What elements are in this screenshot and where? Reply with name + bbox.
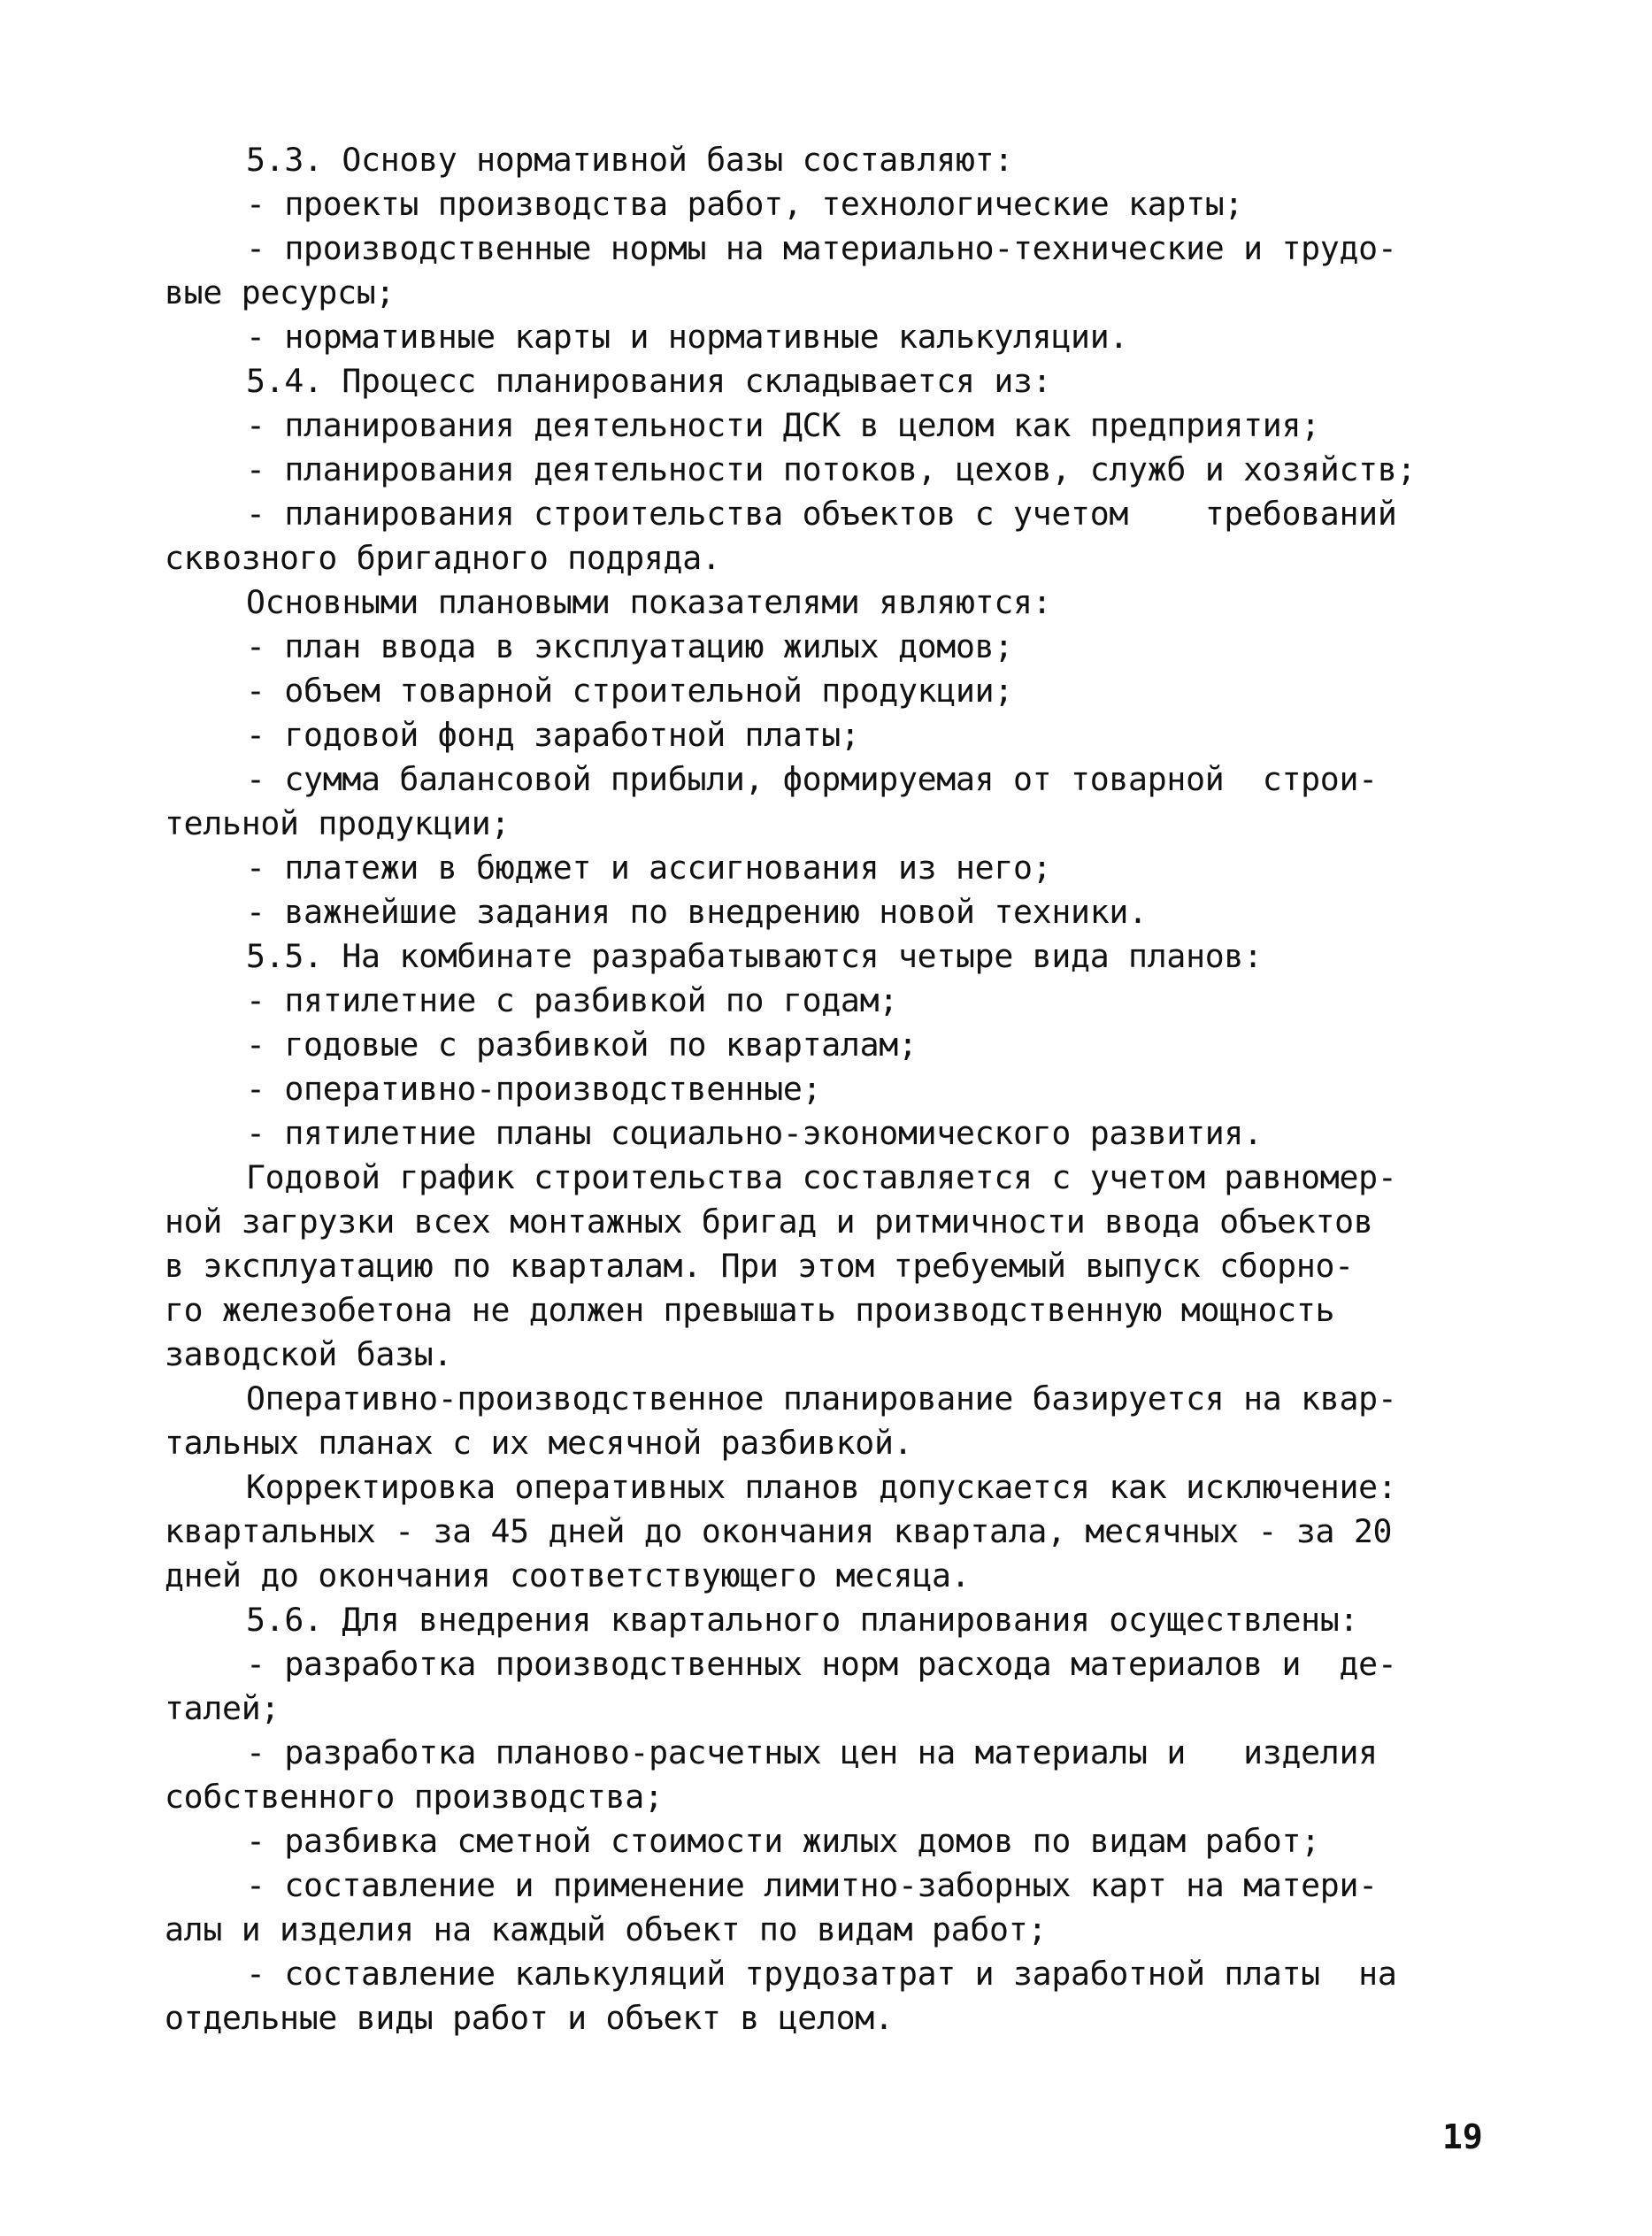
paragraph-line: дней до окончания соответствующего месяца. — [165, 1556, 971, 1594]
list-item-continuation: вые ресурсы; — [165, 273, 396, 311]
paragraph-line: в эксплуатацию по кварталам. При этом требуемый выпуск сборно- — [165, 1247, 1354, 1285]
list-item: - планирования строительства объектов с учетом требований — [246, 495, 1397, 533]
section-heading-5-4: 5.4. Процесс планирования складывается из: — [246, 362, 1052, 400]
paragraph-line: Основными плановыми показателями являются: — [246, 583, 1052, 621]
list-item-continuation: сквозного бригадного подряда. — [165, 539, 721, 577]
list-item: - составление калькуляций трудозатрат и заработной платы на — [246, 1955, 1397, 1993]
body-text — [165, 138, 1495, 2040]
list-item: - разработка планово-расчетных цен на материалы и изделия — [246, 1733, 1378, 1771]
list-item: - пятилетние планы социально-экономического развития. — [246, 1114, 1263, 1152]
paragraph-line: заводской базы. — [165, 1335, 453, 1373]
section-heading-5-5: 5.5. На комбинате разрабатываются четыре вида планов: — [246, 937, 1263, 975]
list-item: - планирования деятельности ДСК в целом как предприятия; — [246, 406, 1320, 444]
list-item-continuation: тельной продукции; — [165, 804, 511, 842]
list-item: - планирования деятельности потоков, цехов, служб и хозяйств; — [246, 450, 1417, 488]
list-item-continuation: алы и изделия на каждый объект по видам работ; — [165, 1910, 1048, 1948]
paragraph-line: Годовой график строительства составляется с учетом равномер- — [246, 1158, 1397, 1196]
paragraph-line: Оперативно-производственное планирование базируется на квар- — [246, 1379, 1397, 1418]
list-item: - проекты производства работ, технологические карты; — [246, 185, 1244, 223]
list-item-continuation: отдельные виды работ и объект в целом. — [165, 1999, 894, 2037]
list-item: - объем товарной строительной продукции; — [246, 672, 1013, 710]
list-item: - составление и применение лимитно-заборных карт на матери- — [246, 1866, 1378, 1904]
list-item: - план ввода в эксплуатацию жилых домов; — [246, 627, 1013, 665]
list-item-continuation: талей; — [165, 1689, 280, 1727]
section-heading-5-3: 5.3. Основу нормативной базы составляют: — [246, 141, 1013, 179]
list-item: - платежи в бюджет и ассигнования из него; — [246, 849, 1052, 887]
list-item: - нормативные карты и нормативные калькуляции. — [246, 318, 1129, 356]
list-item: - разбивка сметной стоимости жилых домов по видам работ; — [246, 1822, 1320, 1860]
paragraph-line: тальных планах с их месячной разбивкой. — [165, 1424, 913, 1462]
list-item: - годовой фонд заработной платы; — [246, 716, 860, 754]
list-item-continuation: собственного производства; — [165, 1778, 664, 1816]
list-item: - оперативно-производственные; — [246, 1070, 822, 1108]
list-item: - сумма балансовой прибыли, формируемая от товарной строи- — [246, 760, 1378, 798]
page-number: 19 — [1442, 2117, 1483, 2156]
list-item: - разработка производственных норм расхода материалов и де- — [246, 1645, 1397, 1683]
list-item: - годовые с разбивкой по кварталам; — [246, 1026, 918, 1064]
section-heading-5-6: 5.6. Для внедрения квартального планирования осуществлены: — [246, 1601, 1359, 1639]
list-item: - производственные нормы на материально-технические и трудо- — [246, 229, 1397, 267]
paragraph-line: Корректировка оперативных планов допускается как исключение: — [246, 1468, 1397, 1506]
list-item: - важнейшие задания по внедрению новой техники. — [246, 893, 1148, 931]
paragraph-line: ной загрузки всех монтажных бригад и ритмичности ввода объектов — [165, 1203, 1373, 1241]
paragraph-line: квартальных - за 45 дней до окончания квартала, месячных - за 20 — [165, 1512, 1393, 1550]
list-item: - пятилетние с разбивкой по годам; — [246, 981, 898, 1019]
paragraph-line: го железобетона не должен превышать производственную мощность — [165, 1291, 1335, 1329]
